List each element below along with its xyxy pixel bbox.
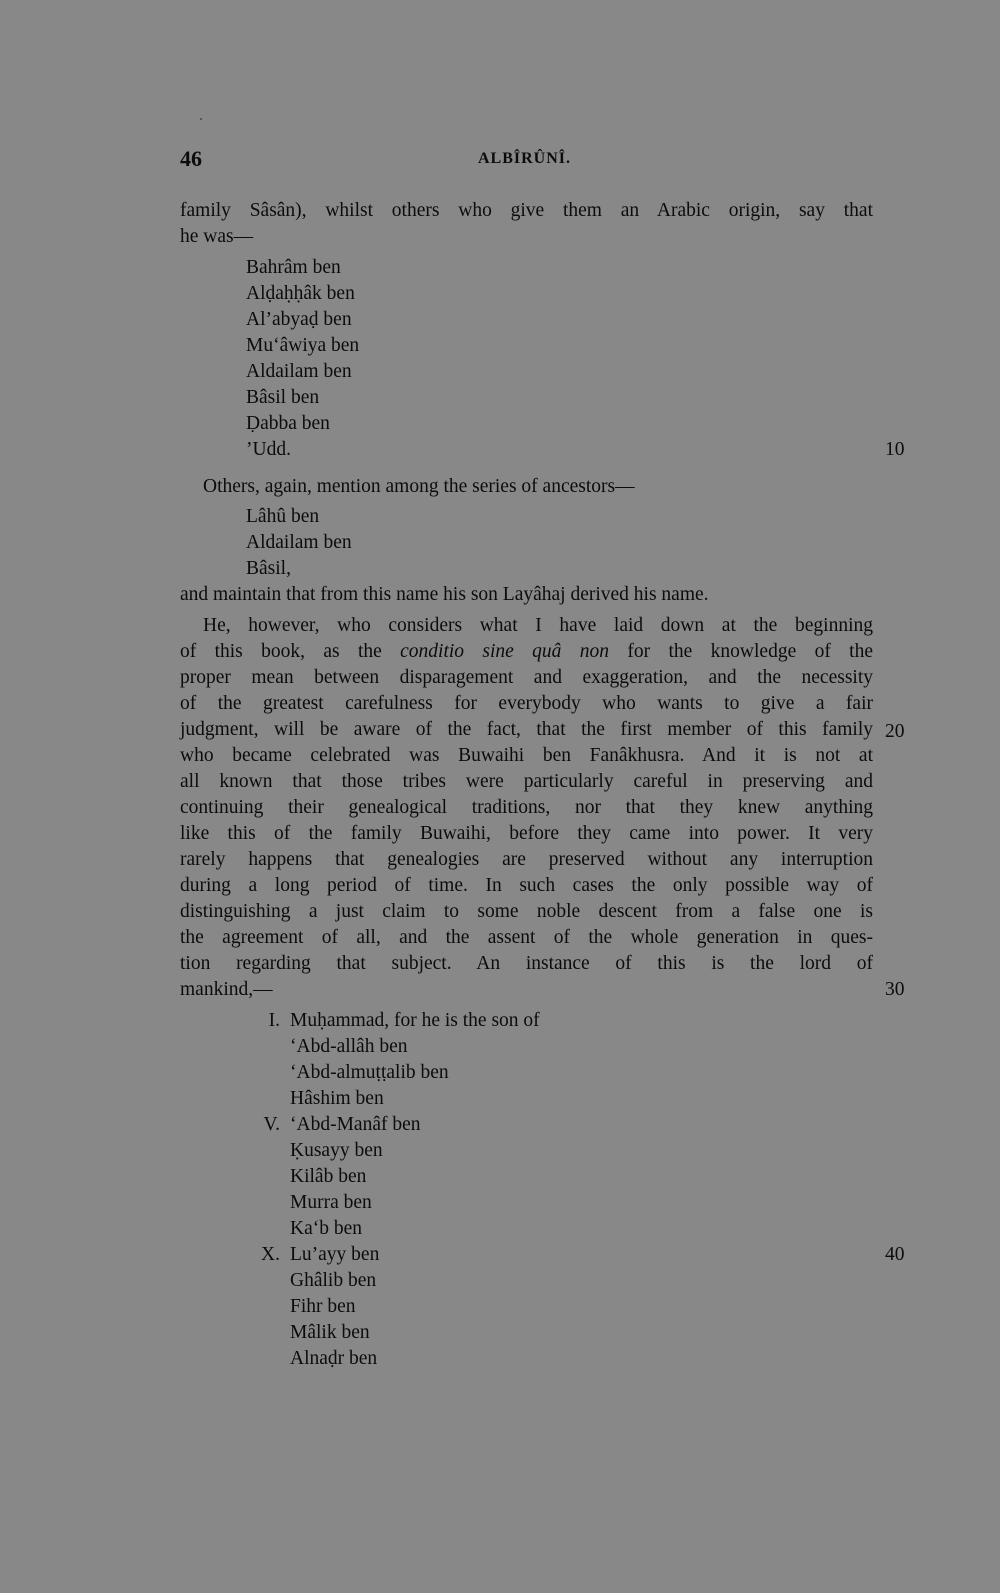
genealogy-line: Ghâlib ben <box>290 1270 377 1291</box>
genealogy-line: Fihr ben <box>290 1296 356 1317</box>
ancestor-line: Lâhû ben <box>246 506 320 527</box>
ancestor-line: Mu‘âwiya ben <box>246 335 360 356</box>
genealogy-line: Ka‘b ben <box>290 1218 363 1239</box>
generation-numeral: X. <box>261 1244 280 1265</box>
ancestor-line: ’Udd. <box>246 439 291 460</box>
line-number: 10 <box>885 439 905 460</box>
paragraph-line: judgment, will be aware of the fact, that the first member of this family <box>180 719 873 740</box>
paragraph-line: distinguishing a just claim to some noble descent from a false one is <box>180 901 873 922</box>
ancestor-line: Bâsil, <box>246 558 291 579</box>
ancestor-line: Alḍaḥḥâk ben <box>246 283 355 304</box>
paragraph-line: rarely happens that genealogies are preserved without any interruption <box>180 849 873 870</box>
paragraph-line: mankind,— <box>180 979 273 1000</box>
genealogy-line: Hâshim ben <box>290 1088 384 1109</box>
print-speck <box>200 118 202 120</box>
line-number: 30 <box>885 979 905 1000</box>
paragraph-line: He, however, who considers what I have laid down at the beginning <box>203 615 873 636</box>
genealogy-line: ‘Abd-almuṭṭalib ben <box>290 1062 449 1083</box>
ancestor-line: Aldailam ben <box>246 532 352 553</box>
line-number: 20 <box>885 721 905 742</box>
paragraph-line-text: of this book, as the conditio sine quâ non for the knowledge of the <box>180 641 873 662</box>
genealogy-line: Murra ben <box>290 1192 372 1213</box>
paragraph-line: who became celebrated was Buwaihi ben Fanâkhusra. And it is not at <box>180 745 873 766</box>
genealogy-line: Kilâb ben <box>290 1166 367 1187</box>
ancestor-line: Aldailam ben <box>246 361 352 382</box>
ancestor-line: Bahrâm ben <box>246 257 341 278</box>
paragraph-line: continuing their genealogical traditions, nor that they knew anything <box>180 797 873 818</box>
latin-phrase: conditio sine quâ non <box>400 641 610 662</box>
genealogy-line: ‘Abd-Manâf ben <box>290 1114 421 1135</box>
running-title: ALBÎRÛNÎ. <box>478 150 572 167</box>
genealogy-line: Lu’ayy ben <box>290 1244 380 1265</box>
ancestor-line: Al’abyaḍ ben <box>246 309 352 330</box>
genealogy-line: ‘Abd-allâh ben <box>290 1036 408 1057</box>
paragraph-line: proper mean between disparagement and exaggeration, and the necessity <box>180 667 873 688</box>
generation-numeral: V. <box>263 1114 280 1135</box>
paragraph-line: of the greatest carefulness for everybody who wants to give a fair <box>180 693 873 714</box>
genealogy-line: Muḥammad, for he is the son of <box>290 1010 540 1031</box>
paragraph-line: during a long period of time. In such cases the only possible way of <box>180 875 873 896</box>
paragraph-line <box>180 639 873 665</box>
generation-numeral: I. <box>268 1010 280 1031</box>
page-number: 46 <box>180 146 202 171</box>
ancestor-line: Bâsil ben <box>246 387 320 408</box>
paragraph-line: tion regarding that subject. An instance of this is the lord of <box>180 953 873 974</box>
genealogy-line: Alnaḍr ben <box>290 1348 378 1369</box>
ancestor-line: Ḍabba ben <box>246 413 330 434</box>
text-line: he was— <box>180 226 254 247</box>
paragraph-line: like this of the family Buwaihi, before they came into power. It very <box>180 823 873 844</box>
line-number: 40 <box>885 1244 905 1265</box>
text-line: family Sâsân), whilst others who give them an Arabic origin, say that <box>180 200 873 221</box>
text-line: and maintain that from this name his son Layâhaj derived his name. <box>180 584 709 605</box>
text-line: Others, again, mention among the series of ancestors— <box>203 476 635 497</box>
paragraph-line: the agreement of all, and the assent of the whole generation in ques- <box>180 927 873 948</box>
genealogy-line: Mâlik ben <box>290 1322 370 1343</box>
genealogy-line: Ḳusayy ben <box>290 1140 383 1161</box>
paragraph-line: all known that those tribes were particularly careful in preserving and <box>180 771 873 792</box>
